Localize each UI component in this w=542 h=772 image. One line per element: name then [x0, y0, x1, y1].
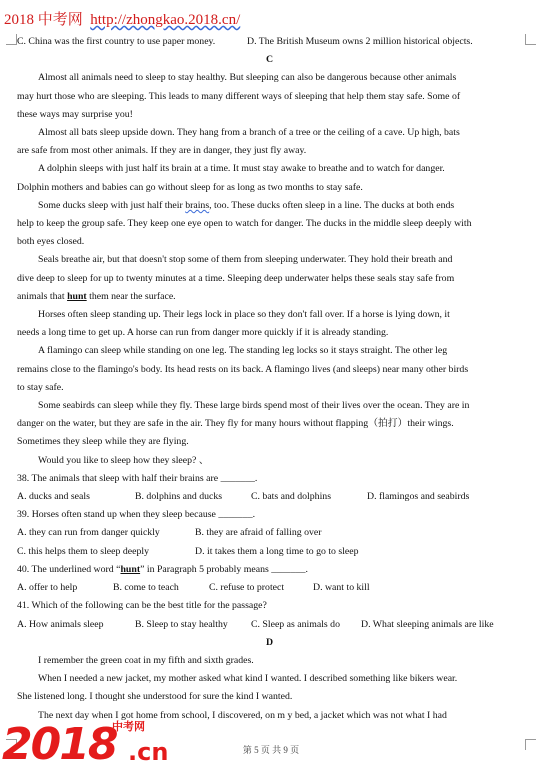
option-text: B. Sleep to stay healthy — [135, 618, 228, 630]
text-line: The next day when I got home from school, I discovered, on m y bed, a jacket which was not what I had — [38, 709, 447, 721]
text-line: D — [265, 636, 274, 648]
option-text: A. they can run from danger quickly — [17, 527, 160, 539]
text-line: Would you like to sleep how they sleep? 、 — [38, 454, 209, 466]
option-text: A. How animals sleep — [17, 618, 104, 630]
text-segment: them near the surface. — [86, 290, 176, 302]
text-segment: Some ducks sleep with just half their — [38, 199, 186, 211]
text-line — [17, 561, 522, 579]
text-line: these ways may surprise you! — [17, 108, 133, 120]
text-line: Almost all animals need to sleep to stay healthy. But sleeping can also be dangerous because other animals — [38, 72, 457, 84]
option-text: C. bats and dolphins — [251, 491, 332, 503]
option-text: D. want to kill — [313, 582, 370, 594]
option-text: D. The British Museum owns 2 million historical objects. — [247, 36, 473, 47]
text-line: She listened long. I thought she understood for sure the kind I wanted. — [17, 691, 293, 703]
text-line — [17, 524, 522, 542]
text-line: Seals breathe air, but that doesn't stop some of them from sleeping underwater. They hold their breath and — [38, 254, 453, 266]
text-line: Dolphin mothers and babies can go without sleep for as long as two months to stay safe. — [17, 181, 363, 193]
text-line: I remember the green coat in my fifth and sixth grades. — [38, 654, 254, 666]
option-text: C. refuse to protect — [209, 582, 285, 594]
text-line: to stay safe. — [17, 381, 64, 393]
option-text: B. dolphins and ducks — [135, 491, 223, 503]
text-segment: animals that — [17, 290, 68, 302]
text-line: Almost all bats sleep upside down. They hang from a branch of a tree or the ceiling of a cave. Up high, bats — [38, 127, 460, 139]
option-text: B. come to teach — [113, 582, 179, 594]
site-url-link[interactable]: http://zhongkao.2018.cn/ — [90, 12, 241, 28]
site-header — [4, 8, 240, 29]
logo-number: 2018 — [2, 719, 117, 770]
document-body — [17, 33, 522, 725]
text-line: Some seabirds can sleep while they fly. These large birds spend most of their lives over the ocean. They are in — [38, 400, 470, 412]
text-line: Sometimes they sleep while they are flying. — [17, 436, 189, 448]
emphasized-word: brains — [185, 199, 210, 211]
text-line — [17, 543, 522, 561]
text-segment: 40. The underlined word “ — [17, 563, 121, 575]
text-line: 38. The animals that sleep with half their brains are _______. — [17, 472, 258, 484]
text-line: both eyes closed. — [17, 236, 85, 248]
text-line — [17, 488, 522, 506]
option-text: D. What sleeping animals are like — [361, 618, 494, 630]
text-line: A dolphin sleeps with just half its brain at a time. It must stay awake to breathe and to watch for danger. — [38, 163, 445, 175]
emphasized-word: hunt — [67, 290, 87, 302]
text-line — [17, 197, 522, 215]
text-line: may hurt those who are sleeping. This leads to many different ways of sleeping that help them stay safe. Some of — [17, 90, 461, 102]
text-line — [17, 33, 522, 51]
text-line: danger on the water, but they are safe in the air. They fly for many hours without flapping（拍打）their wings. — [17, 418, 454, 430]
option-text: D. flamingos and seabirds — [367, 491, 470, 503]
site-logo — [0, 710, 220, 772]
site-name: 2018 中考网 — [4, 12, 83, 28]
text-line: remains close to the flamingo's body. Its head rests on its back. A flamingo lives (and sleeps) near many other birds — [17, 363, 469, 375]
text-line: A flamingo can sleep while standing on one leg. The standing leg locks so it stays straight. The other leg — [38, 345, 448, 357]
text-line: help to keep the group safe. They keep one eye open to watch for danger. The ducks in the middle sleep deeply with — [17, 218, 472, 230]
option-text: D. it takes them a long time to go to sleep — [195, 545, 359, 557]
emphasized-word: hunt — [120, 563, 141, 575]
option-text: C. this helps them to sleep deeply — [17, 545, 149, 557]
text-line: needs a long time to get up. A horse can run from danger more quickly if it is already standing. — [17, 327, 389, 339]
text-line: When I needed a new jacket, my mother asked what kind I wanted. I described something like bikers wear. — [38, 673, 458, 685]
option-text: B. they are afraid of falling over — [195, 527, 322, 539]
text-segment: , too. These ducks often sleep in a line. The ducks at both ends — [209, 199, 455, 211]
logo-domain: .cn — [128, 738, 169, 766]
logo-subtitle: 中考网 — [112, 720, 145, 733]
text-line — [17, 579, 522, 597]
text-segment: ” in Paragraph 5 probably means _______. — [140, 563, 308, 575]
text-line — [17, 288, 522, 306]
text-line: dive deep to sleep for up to twenty minutes at a time. Sleeping deep underwater helps these seals stay safe from — [17, 272, 455, 284]
text-line — [17, 616, 522, 634]
text-line: Horses often sleep standing up. Their legs lock in place so they don't fall over. If a horse is lying down, it — [38, 309, 450, 321]
option-text: A. offer to help — [17, 582, 78, 594]
text-line: 41. Which of the following can be the best title for the passage? — [17, 600, 267, 612]
option-text: A. ducks and seals — [17, 491, 90, 503]
crop-mark-top-left — [6, 34, 17, 45]
option-text: C. Sleep as animals do — [251, 618, 340, 630]
text-line: C — [265, 54, 274, 66]
text-line: 39. Horses often stand up when they sleep because _______. — [17, 509, 256, 521]
crop-mark-top-right — [525, 34, 536, 45]
page-number: 第 5 页 共 9 页 — [242, 745, 300, 755]
text-line: are safe from most other animals. If they are in danger, they just fly away. — [17, 145, 307, 157]
option-text: C. China was the first country to use paper money. — [17, 36, 216, 47]
